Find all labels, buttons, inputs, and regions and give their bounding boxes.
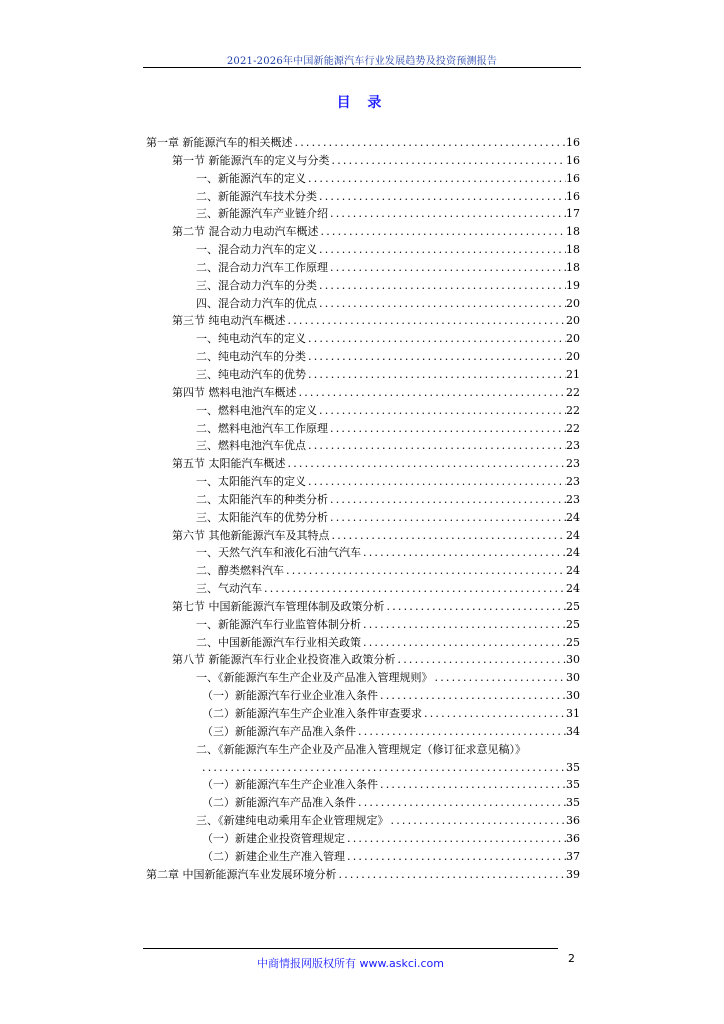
toc-entry-title: 第三节 纯电动汽车概述 bbox=[172, 314, 286, 328]
toc-entry-title: 二、混合动力汽车工作原理 bbox=[196, 260, 328, 274]
toc-entry[interactable] bbox=[146, 812, 580, 830]
toc-entry[interactable] bbox=[146, 259, 580, 277]
toc-entry-title: （一）新能源汽车生产企业准入条件 bbox=[202, 778, 378, 792]
toc-entry[interactable] bbox=[146, 527, 580, 545]
toc-entry-page: 16 bbox=[566, 171, 580, 185]
toc-entry[interactable] bbox=[146, 794, 580, 812]
toc-entry[interactable] bbox=[146, 634, 580, 652]
toc-entry-title: 一、新能源汽车的定义 bbox=[196, 171, 306, 185]
toc-entry-title: 一、太阳能汽车的定义 bbox=[196, 475, 306, 489]
toc-leader-dots bbox=[345, 848, 566, 866]
toc-entry-title: 四、混合动力汽车的优点 bbox=[196, 296, 317, 310]
toc-leader-dots bbox=[328, 259, 566, 277]
toc-entry[interactable] bbox=[146, 776, 580, 794]
toc-entry[interactable] bbox=[146, 616, 580, 634]
toc-leader-dots bbox=[262, 580, 566, 598]
toc-entry[interactable] bbox=[146, 241, 580, 259]
toc-leader-dots bbox=[317, 402, 566, 420]
toc-entry-title: 三、混合动力汽车的分类 bbox=[196, 278, 317, 292]
toc-entry[interactable] bbox=[146, 366, 580, 384]
toc-entry[interactable] bbox=[146, 741, 580, 759]
toc-entry[interactable] bbox=[146, 384, 580, 402]
toc-entry-page: 37 bbox=[566, 849, 580, 863]
toc-entry-title: 三、太阳能汽车的优势分析 bbox=[196, 510, 328, 524]
toc-entry-title: （二）新能源汽车生产企业准入条件审查要求 bbox=[202, 707, 422, 720]
toc-entry-page: 25 bbox=[566, 635, 580, 649]
toc-entry-page: 18 bbox=[566, 260, 580, 274]
toc-entry[interactable] bbox=[146, 205, 580, 223]
toc-entry-title: 一、《新能源汽车生产企业及产品准入管理规则》 bbox=[196, 671, 433, 685]
toc-entry-page: 24 bbox=[566, 564, 580, 578]
toc-entry-page: 23 bbox=[566, 492, 580, 506]
toc-entry-page: 19 bbox=[566, 278, 580, 292]
toc-leader-dots bbox=[396, 651, 567, 669]
toc-leader-dots bbox=[317, 241, 566, 259]
toc-entry[interactable] bbox=[146, 651, 580, 669]
toc-entry-page: 20 bbox=[566, 314, 580, 328]
toc-entry-page: 35 bbox=[566, 778, 580, 792]
toc-entry[interactable] bbox=[146, 598, 580, 616]
toc-entry[interactable] bbox=[146, 295, 580, 313]
toc-entry-page: 35 bbox=[566, 796, 580, 810]
toc-leader-dots bbox=[306, 437, 566, 455]
toc-entry-page: 23 bbox=[566, 475, 580, 489]
toc-leader-dots bbox=[337, 866, 567, 884]
toc-leader-dots bbox=[317, 295, 566, 313]
toc-entry-title: 第七节 中国新能源汽车管理体制及政策分析 bbox=[172, 599, 385, 613]
toc-leader-dots bbox=[306, 473, 566, 491]
toc-leader-dots bbox=[286, 312, 567, 330]
toc-leader-dots bbox=[356, 794, 566, 812]
toc-leader-dots bbox=[317, 277, 566, 295]
toc-entry-page: 36 bbox=[566, 831, 580, 845]
footer-rule bbox=[143, 948, 558, 949]
toc-entry-title: （一）新建企业投资管理规定 bbox=[202, 831, 345, 845]
toc-entry-page: 21 bbox=[566, 367, 580, 381]
toc-entry-title: 第八节 新能源汽车行业企业投资准入政策分析 bbox=[172, 653, 396, 667]
toc-entry-page: 20 bbox=[566, 350, 580, 364]
toc-entry[interactable] bbox=[146, 152, 580, 170]
toc-entry[interactable] bbox=[146, 723, 580, 741]
page-number: 2 bbox=[568, 952, 575, 965]
toc-entry-page: 16 bbox=[566, 153, 580, 167]
toc-entry-title: 第一节 新能源汽车的定义与分类 bbox=[172, 153, 330, 167]
toc-entry-page: 31 bbox=[566, 707, 580, 720]
toc-entry-title: 二、燃料电池汽车工作原理 bbox=[196, 421, 328, 435]
toc-entry[interactable] bbox=[146, 580, 580, 598]
toc-leader-dots bbox=[297, 384, 567, 402]
toc-entry[interactable] bbox=[146, 509, 580, 527]
toc-entry-page: 20 bbox=[566, 296, 580, 310]
toc-entry-title: 三、气动汽车 bbox=[196, 582, 262, 596]
toc-entry-page: 30 bbox=[566, 653, 580, 667]
toc-entry[interactable] bbox=[146, 491, 580, 509]
toc-leader-dots bbox=[389, 812, 567, 830]
page-title: 目 录 bbox=[336, 95, 388, 111]
toc-entry[interactable] bbox=[146, 866, 580, 884]
toc-leader-dots bbox=[328, 509, 566, 527]
toc-entry[interactable] bbox=[146, 562, 580, 580]
toc-leader-dots bbox=[361, 616, 566, 634]
toc-entry-title: 三、燃料电池汽车优点 bbox=[196, 439, 306, 453]
toc-entry-title: （二）新能源汽车产品准入条件 bbox=[202, 796, 356, 810]
page-footer: 中商情报网版权所有 www.askci.com bbox=[257, 957, 444, 970]
toc-entry-page: 34 bbox=[566, 724, 580, 738]
toc-entry[interactable] bbox=[146, 455, 580, 473]
toc-entry-page: 24 bbox=[566, 582, 580, 596]
toc-leader-dots bbox=[361, 544, 566, 562]
toc-entry-page: 25 bbox=[566, 617, 580, 631]
page-header: 2021-2026年中国新能源汽车行业发展趋势及投资预测报告 bbox=[226, 56, 498, 67]
toc-entry-page: 23 bbox=[566, 457, 580, 471]
toc-entry[interactable] bbox=[146, 544, 580, 562]
toc-entry-title: 三、纯电动汽车的优势 bbox=[196, 367, 306, 381]
toc-entry-page: 25 bbox=[566, 599, 580, 613]
toc-entry-title: 第一章 新能源汽车的相关概述 bbox=[146, 136, 293, 149]
toc-entry[interactable] bbox=[146, 473, 580, 491]
toc-entry-page: 35 bbox=[566, 760, 580, 774]
toc-entry-page: 17 bbox=[566, 207, 580, 221]
toc-entry[interactable] bbox=[146, 134, 580, 152]
toc-entry[interactable] bbox=[146, 437, 580, 455]
toc-entry-page: 30 bbox=[566, 671, 580, 685]
toc-entry-title: 二、中国新能源汽车行业相关政策 bbox=[196, 635, 361, 649]
toc-entry[interactable] bbox=[146, 420, 580, 438]
toc-entry-page: 22 bbox=[566, 421, 580, 435]
toc-entry-page: 30 bbox=[566, 689, 580, 703]
toc-leader-dots bbox=[286, 455, 567, 473]
toc-entry[interactable] bbox=[146, 402, 580, 420]
toc-entry-page: 39 bbox=[566, 867, 580, 881]
toc-leader-dots bbox=[328, 205, 566, 223]
toc-entry[interactable] bbox=[146, 687, 580, 705]
toc-entry-page: 23 bbox=[566, 439, 580, 453]
toc-entry[interactable] bbox=[146, 188, 580, 206]
toc-leader-dots bbox=[306, 366, 566, 384]
toc-entry-title: 二、太阳能汽车的种类分析 bbox=[196, 492, 328, 506]
toc-entry-page: 16 bbox=[566, 136, 580, 149]
toc-entry[interactable] bbox=[146, 170, 580, 188]
toc-entry[interactable] bbox=[146, 277, 580, 295]
toc-entry-title: 三、新能源汽车产业链介绍 bbox=[196, 207, 328, 221]
toc-entry[interactable] bbox=[146, 759, 580, 777]
toc-entry-page: 24 bbox=[566, 510, 580, 524]
toc-leader-dots bbox=[284, 562, 566, 580]
toc-leader-dots bbox=[385, 598, 567, 616]
toc-entry-page: 20 bbox=[566, 332, 580, 346]
toc-entry-title: 第五节 太阳能汽车概述 bbox=[172, 457, 286, 471]
toc-entry-title: 一、燃料电池汽车的定义 bbox=[196, 403, 317, 417]
toc-leader-dots bbox=[378, 776, 566, 794]
toc-entry-title: 第六节 其他新能源汽车及其特点 bbox=[172, 528, 330, 542]
toc-leader-dots bbox=[317, 188, 566, 206]
toc-entry-title: 二、纯电动汽车的分类 bbox=[196, 350, 306, 364]
toc-leader-dots bbox=[328, 420, 566, 438]
toc-entry-title: 第二节 混合动力电动汽车概述 bbox=[172, 225, 319, 239]
toc-entry-page: 16 bbox=[566, 189, 580, 203]
toc-entry-page: 24 bbox=[566, 546, 580, 560]
toc-leader-dots bbox=[433, 669, 567, 687]
toc-entry-title: （二）新建企业生产准入管理 bbox=[202, 849, 345, 863]
toc-entry-title: 一、新能源汽车行业监管体制分析 bbox=[196, 617, 361, 631]
toc-leader-dots bbox=[422, 705, 566, 723]
toc-entry[interactable] bbox=[146, 330, 580, 348]
toc-entry-title: 第四节 燃料电池汽车概述 bbox=[172, 385, 297, 399]
toc-entry-title: 第二章 中国新能源汽车业发展环境分析 bbox=[146, 867, 337, 881]
toc-entry[interactable] bbox=[146, 669, 580, 687]
toc-entry-title: 三、《新建纯电动乘用车企业管理规定》 bbox=[196, 814, 389, 828]
toc-entry[interactable] bbox=[146, 705, 580, 723]
toc-entry-page: 18 bbox=[566, 225, 580, 239]
toc-entry[interactable] bbox=[146, 830, 580, 848]
toc-entry-title: 二、新能源汽车技术分类 bbox=[196, 189, 317, 203]
toc-leader-dots bbox=[293, 134, 567, 152]
header-rule bbox=[143, 67, 581, 68]
toc-entry[interactable] bbox=[146, 848, 580, 866]
toc-entry-page: 36 bbox=[566, 814, 580, 828]
toc-leader-dots bbox=[361, 634, 566, 652]
toc-entry-page: 18 bbox=[566, 243, 580, 257]
toc-entry-page: 22 bbox=[566, 385, 580, 399]
toc-leader-dots bbox=[306, 348, 566, 366]
toc-leader-dots bbox=[345, 830, 566, 848]
toc-entry-title: 二、《新能源汽车生产企业及产品准入管理规定（修订征求意见稿）》 bbox=[196, 742, 526, 756]
toc-leader-dots bbox=[330, 527, 567, 545]
toc-leader-dots bbox=[330, 152, 567, 170]
toc-leader-dots bbox=[356, 723, 566, 741]
toc-entry-page: 24 bbox=[566, 528, 580, 542]
toc-leader-dots bbox=[306, 330, 566, 348]
toc-entry-title: （三）新能源汽车产品准入条件 bbox=[202, 724, 356, 738]
toc-entry-page: 22 bbox=[566, 403, 580, 417]
toc-leader-dots bbox=[200, 759, 566, 777]
table-of-contents bbox=[146, 134, 580, 883]
toc-entry-title: 一、天然气汽车和液化石油气汽车 bbox=[196, 546, 361, 560]
toc-entry[interactable] bbox=[146, 312, 580, 330]
toc-entry-title: 一、纯电动汽车的定义 bbox=[196, 332, 306, 346]
toc-leader-dots bbox=[319, 223, 567, 241]
toc-entry-title: （一）新能源汽车行业企业准入条件 bbox=[202, 689, 378, 703]
toc-leader-dots bbox=[328, 491, 566, 509]
toc-leader-dots bbox=[378, 687, 566, 705]
toc-entry[interactable] bbox=[146, 348, 580, 366]
toc-entry-title: 一、混合动力汽车的定义 bbox=[196, 243, 317, 257]
toc-leader-dots bbox=[306, 170, 566, 188]
toc-entry-title: 二、醇类燃料汽车 bbox=[196, 564, 284, 578]
toc-entry[interactable] bbox=[146, 223, 580, 241]
